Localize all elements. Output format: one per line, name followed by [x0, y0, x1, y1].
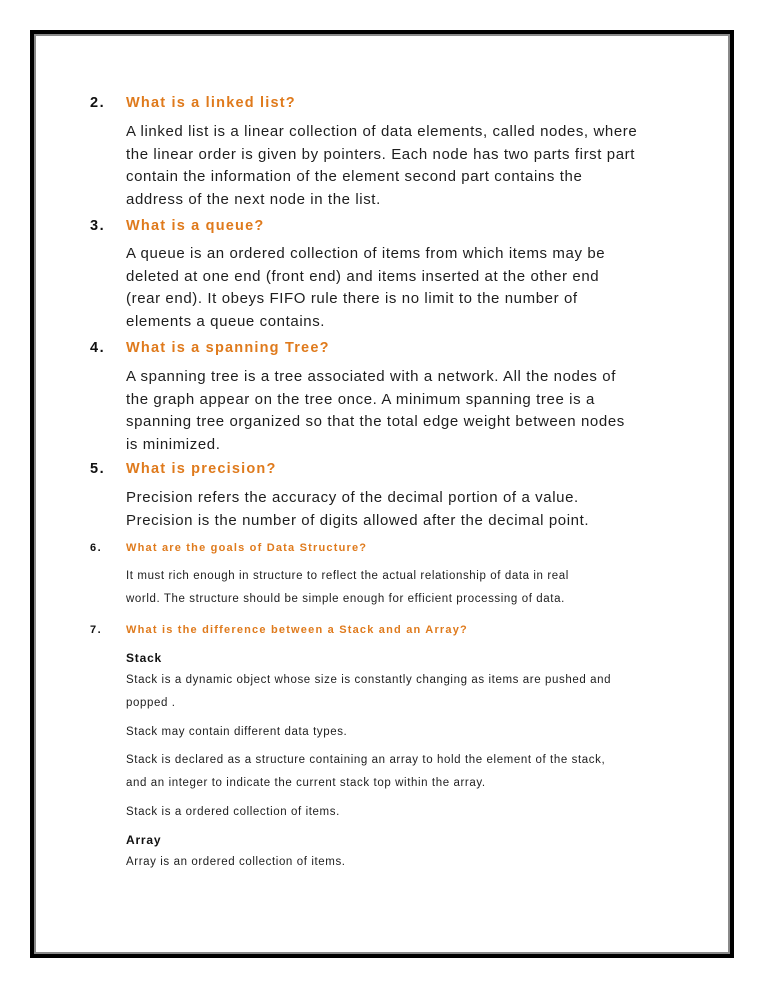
answer-line: Stack is a ordered collection of items. — [126, 806, 340, 818]
question-heading: What is a spanning Tree? — [126, 340, 330, 356]
question-number: 7. — [90, 624, 103, 636]
answer-line: address of the next node in the list. — [126, 190, 381, 208]
answer-line: and an integer to indicate the current stack top within the array. — [126, 777, 486, 789]
question-number: 2. — [90, 95, 106, 111]
stack-paragraph-2 — [126, 721, 686, 744]
question-heading: What is the difference between a Stack and an Array? — [126, 624, 468, 636]
answer-line: Precision refers the accuracy of the decimal portion of a value. — [126, 489, 579, 506]
question-heading: What is a linked list? — [126, 95, 296, 111]
answer-line: (rear end). It obeys FIFO rule there is no limit to the number of — [126, 290, 578, 307]
answer-line: Stack may contain different data types. — [126, 726, 348, 738]
answer-line: Precision is the number of digits allowed after the decimal point. — [126, 511, 590, 529]
answer-line: is minimized. — [126, 435, 221, 453]
answer-line: A linked list is a linear collection of data elements, called nodes, where — [126, 123, 638, 140]
array-paragraph-1 — [126, 851, 686, 874]
answer-line: world. The structure should be simple enough for efficient processing of data. — [126, 593, 565, 605]
stack-paragraph-1 — [126, 669, 686, 715]
question-heading: What are the goals of Data Structure? — [126, 542, 368, 554]
answer-line: elements a queue contains. — [126, 312, 326, 330]
answer-line: popped . — [126, 697, 176, 709]
stack-paragraph-4 — [126, 801, 686, 824]
answer-line: deleted at one end (front end) and items inserted at the other end — [126, 267, 600, 285]
answer-line: spanning tree organized so that the total edge weight between nodes — [126, 413, 625, 430]
answer-line: Stack is declared as a structure containing an array to hold the element of the stack, — [126, 754, 606, 766]
answer-line: the graph appear on the tree once. A minimum spanning tree is a — [126, 390, 595, 408]
answer-text — [126, 121, 686, 211]
answer-text — [126, 366, 686, 456]
question-number: 3. — [90, 218, 106, 234]
answer-line: Stack is a dynamic object whose size is constantly changing as items are pushed and — [126, 674, 612, 686]
answer-text — [126, 243, 686, 333]
stack-subheading: Stack — [126, 651, 163, 665]
question-number: 4. — [90, 340, 106, 356]
question-heading: What is a queue? — [126, 218, 265, 234]
answer-line: It must rich enough in structure to reflect the actual relationship of data in real — [126, 570, 569, 582]
answer-text — [126, 565, 686, 611]
array-subheading: Array — [126, 833, 162, 847]
answer-line: A queue is an ordered collection of items from which items may be — [126, 245, 606, 262]
answer-text — [126, 487, 686, 532]
answer-line: A spanning tree is a tree associated with a network. All the nodes of — [126, 368, 617, 385]
answer-line: the linear order is given by pointers. Each node has two parts first part — [126, 145, 636, 163]
question-number: 5. — [90, 461, 106, 477]
question-heading: What is precision? — [126, 461, 277, 477]
stack-paragraph-3 — [126, 749, 686, 795]
answer-line: contain the information of the element second part contains the — [126, 168, 583, 185]
question-number: 6. — [90, 542, 103, 554]
answer-line: Array is an ordered collection of items. — [126, 856, 346, 868]
